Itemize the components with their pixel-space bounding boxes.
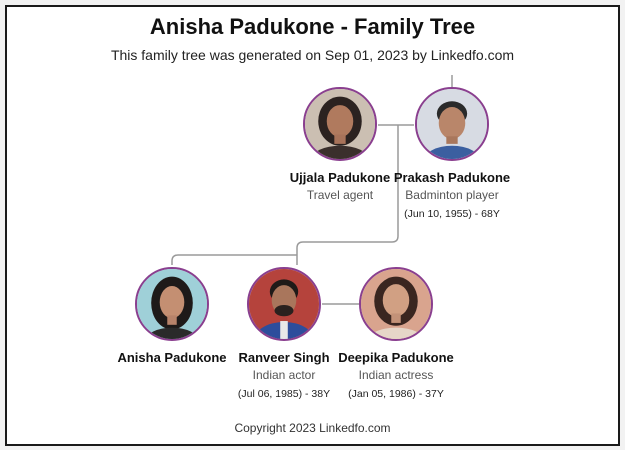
person-name: Anisha Padukone [117, 350, 227, 365]
person-deepika-padukone [326, 350, 466, 400]
person-role: Travel agent [306, 188, 374, 202]
avatar-ranveer-singh[interactable] [247, 267, 321, 341]
page-subtitle: This family tree was generated on Sep 01, 2023 by Linkedfo.com [110, 47, 515, 63]
page-title: Anisha Padukone - Family Tree [149, 14, 476, 39]
avatar-ujjala-padukone[interactable] [303, 87, 377, 161]
person-name: Ranveer Singh [238, 350, 330, 365]
person-name: Deepika Padukone [338, 350, 454, 365]
avatar-deepika-padukone[interactable] [359, 267, 433, 341]
avatar-anisha-padukone[interactable] [135, 267, 209, 341]
portrait-man-icon [249, 269, 319, 339]
avatar-prakash-padukone[interactable] [415, 87, 489, 161]
person-dates: (Jan 05, 1986) - 37Y [348, 388, 444, 400]
portrait-woman-icon [305, 89, 375, 159]
copyright-footer: Copyright 2023 Linkedfo.com [234, 421, 391, 435]
person-prakash-padukone [382, 170, 522, 220]
person-role: Indian actor [252, 368, 316, 382]
person-dates: (Jun 10, 1955) - 68Y [404, 208, 500, 220]
person-role: Badminton player [405, 188, 499, 202]
person-role: Indian actress [358, 368, 434, 382]
portrait-woman-icon [137, 269, 207, 339]
left-sibling-branch [172, 255, 297, 265]
portrait-man-icon [417, 89, 487, 159]
person-name: Prakash Padukone [393, 170, 511, 185]
portrait-woman-icon [361, 269, 431, 339]
person-dates: (Jul 06, 1985) - 38Y [237, 388, 331, 400]
person-name: Ujjala Padukone [289, 170, 391, 185]
